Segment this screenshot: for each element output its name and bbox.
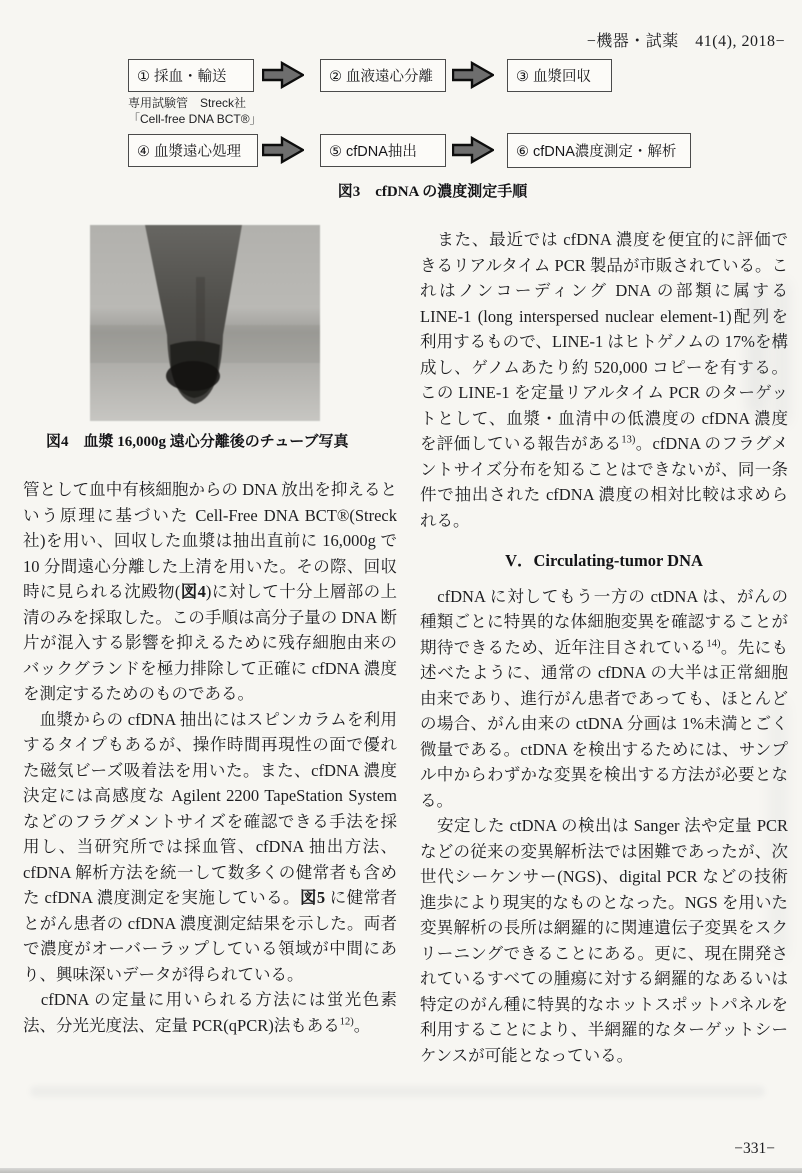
left-column [23, 477, 397, 1038]
flow-step-6: ⑥ cfDNA濃度測定・解析 [507, 133, 691, 168]
paragraph: また、最近では cfDNA 濃度を便宜的に評価できるリアルタイム PCR 製品が市販されている。これはノンコーディング DNA の部類に属する LINE-1 (long interspersed nuclear element-1)配列を利用するもので、LINE-1 はヒトゲノムの 17%を構成し、ゲノムあたり約 520,000 コピーを有する。この LINE-1 を定量リアルタイム PCR のターゲットとして、血漿・血清中の低濃度の cfDNA 濃度を評価している報告がある$^{13)}$。cfDNA のフラグメントサイズ分布を知ることはできないが、同一条件で抽出された cfDNA 濃度の相対比較は求められる。 [420, 230, 789, 530]
flow-arrow-icon [452, 136, 494, 164]
figure4-photo [90, 225, 320, 421]
note-line-1: 専用試験管 Streck社 [128, 96, 247, 110]
right-column-intro [420, 227, 788, 533]
paragraph: 安定した ctDNA の検出は Sanger 法や定量 PCR などの従来の変異解析法では困難であったが、次世代シーケンサー(NGS)、digital PCR などの技術進歩により現実的なものとなった。NGS を用いた変異解析の長所は網羅的に関連遺伝子変異をスクリーニングできることにある。更に、現在開発されているすべての腫瘍に対する網羅的なあるいは特定のがん種に特異的なホットスポットパネルを利用することにより、半網羅的なターゲットシーケンスが可能となっている。 [420, 816, 789, 1065]
section-heading: V．Circulating-tumor DNA [505, 551, 703, 570]
flow-step-3: ③ 血漿回収 [507, 59, 612, 92]
flow-step-5: ⑤ cfDNA抽出 [320, 134, 446, 167]
paragraph: cfDNA の定量に用いられる方法には蛍光色素法、分光光度法、定量 PCR(qPCR)法もある$^{12)}$。 [23, 990, 397, 1035]
running-header: −機器・試薬 41(4), 2018− [586, 33, 785, 50]
flow-arrow-icon [452, 61, 494, 89]
flow-step-1-note [128, 96, 358, 127]
scan-edge [0, 1168, 802, 1173]
scan-artifact [774, 280, 790, 425]
scan-artifact [746, 286, 768, 416]
scan-artifact [30, 1086, 765, 1097]
flow-step-1: ① 採血・輸送 [128, 59, 254, 92]
note-line-2: 「Cell-free DNA BCT®」 [128, 111, 262, 126]
flow-step-4: ④ 血漿遠心処理 [128, 134, 258, 167]
paragraph: cfDNA に対してもう一方の ctDNA は、がんの種類ごとに特異的な体細胞変異を確認することが期待できるため、近年注目されている$^{14)}$。先にも述べたように、通常の cfDNA の大半は正常細胞由来であり、進行がん患者であっても、ほとんどの場合、がん由来の ctDNA 分画は 1%未満とごく微量である。ctDNA を検出するためには、サンプル中からわずかな変異を検出する方法が必要となる。 [420, 586, 789, 810]
flow-arrow-icon [262, 61, 304, 89]
page-number: −331− [734, 1140, 775, 1157]
flow-step-2: ② 血液遠心分離 [320, 59, 446, 92]
flow-arrow-icon [262, 136, 304, 164]
figure3-caption: 図3 cfDNA の濃度測定手順 [337, 184, 528, 200]
paragraph: 管として血中有核細胞からの DNA 放出を抑えるという原理に基づいた Cell-Free DNA BCT®(Streck 社)を用い、回収した血漿は抽出直前に 16,000g で 10 分間遠心分離した上清を用いた。その際、回収時に見られる沈殿物(図4)に対して十分上層部の上清のみを採取した。この手順は高分子量の DNA 断片が混入する影響を抑えるために残存細胞由来のバックグランドを極力排除して正確に cfDNA 濃度を測定するためのものである。 [23, 480, 397, 703]
tube-sediment-core [166, 361, 220, 391]
scan-artifact [768, 700, 788, 960]
paragraph: 血漿からの cfDNA 抽出にはスピンカラムを利用するタイプもあるが、操作時間再現性の面で優れた磁気ビーズ吸着法を用いた。また、cfDNA 濃度決定には高感度な Agilent 2200 TapeStation System などのフラグメントサイズを確認できる手法を採用し、当研究所では採血管、cfDNA 抽出方法、cfDNA 解析方法を統一して数多くの健常者も含めた cfDNA 濃度測定を実施している。図5 に健常者とがん患者の cfDNA 濃度測定結果を示した。両者で濃度がオーバーラップしている領域が中間にあり、興味深いデータが得られている。 [23, 709, 398, 984]
figure4-caption: 図4 血漿 16,000g 遠心分離後のチューブ写真 [46, 434, 349, 450]
right-column-body [420, 584, 788, 1069]
right-column [420, 227, 788, 1068]
